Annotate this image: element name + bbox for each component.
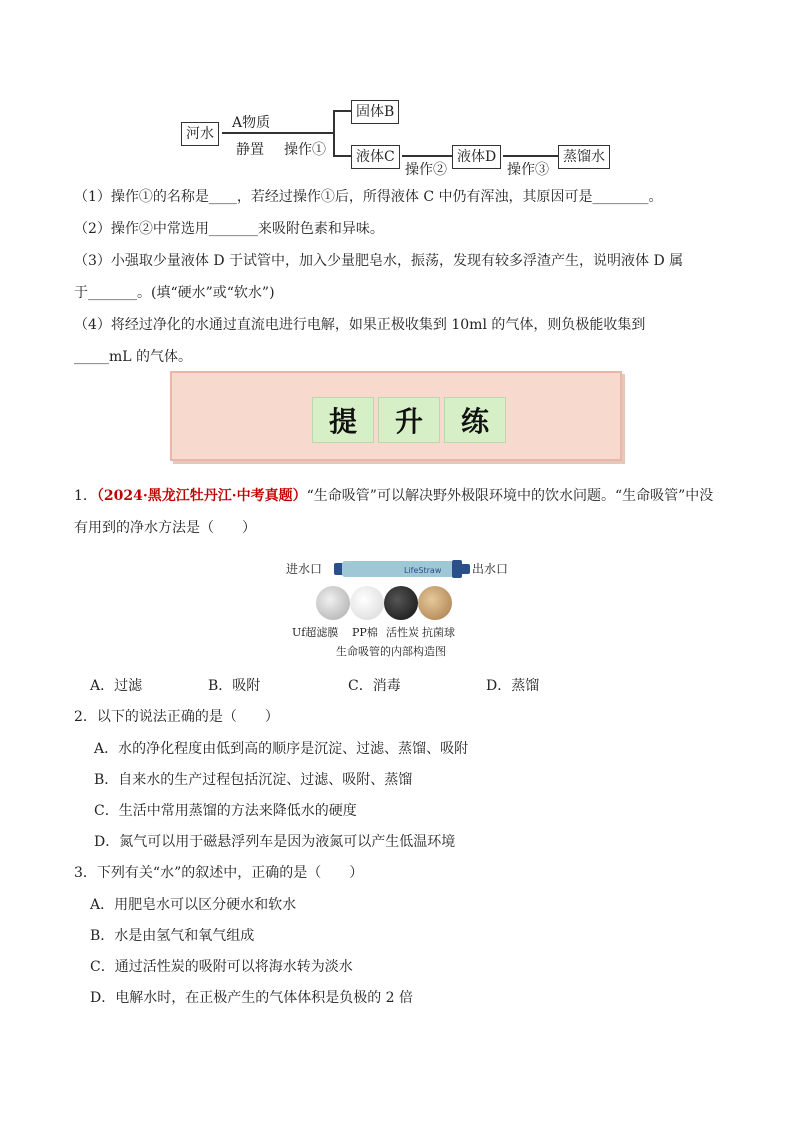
- question-line-5: （4）将经过净化的水通过直流电进行电解，如果正极收集到 10ml 的气体，则负极能收集到: [74, 317, 646, 333]
- question-line-2: （2）操作②中常选用_______来吸附色素和异味。: [74, 221, 384, 237]
- activated-carbon-icon: [384, 586, 418, 620]
- q2-option-a[interactable]: A．水的净化程度由低到高的顺序是沉淀、过滤、蒸馏、吸附: [94, 741, 469, 757]
- still-label: 静置: [236, 142, 264, 158]
- straw-tube-icon: [334, 556, 472, 582]
- liquid-c-box: 液体C: [351, 145, 400, 169]
- q2-option-d[interactable]: D．氮气可以用于磁悬浮列车是因为液氮可以产生低温环境: [94, 834, 456, 850]
- outlet-label: 出水口: [472, 562, 509, 576]
- banner-char-2: 升: [378, 397, 440, 443]
- q2-option-b[interactable]: B．自来水的生产过程包括沉淀、过滤、吸附、蒸馏: [94, 772, 413, 788]
- a-substance-label: A物质: [232, 115, 271, 131]
- q1-option-b[interactable]: B．吸附: [208, 678, 261, 694]
- layer-label-3: 活性炭: [386, 626, 419, 639]
- antibacterial-ball-icon: [418, 586, 452, 620]
- uf-membrane-icon: [316, 586, 350, 620]
- river-water-box: 河水: [181, 122, 219, 146]
- question-line-6: _____mL 的气体。: [74, 349, 193, 365]
- layer-label-2: PP棉: [352, 626, 378, 639]
- q1-option-d[interactable]: D．蒸馏: [486, 678, 540, 694]
- layer-label-4: 抗菌球: [422, 626, 455, 639]
- q1-line-1: [74, 485, 713, 505]
- layer-label-1: Uf超滤膜: [292, 626, 339, 639]
- branch-top: [333, 110, 351, 112]
- distilled-water-box: 蒸馏水: [558, 145, 610, 169]
- op3-label: 操作③: [507, 162, 549, 178]
- q3-option-d[interactable]: D．电解水时，在正极产生的气体体积是负极的 2 倍: [90, 990, 414, 1006]
- q1-source: （2024·黑龙江牡丹江·中考真题）: [96, 488, 307, 504]
- q2-stem: 2．以下的说法正确的是（ ）: [74, 709, 279, 725]
- branch-bottom: [333, 155, 351, 157]
- op2-label: 操作②: [405, 162, 447, 178]
- q1-text-a: “生命吸管”可以解决野外极限环境中的饮水问题。“生命吸管”中没: [306, 488, 714, 504]
- question-line-1: （1）操作①的名称是____，若经过操作①后，所得液体 C 中仍有浑浊，其原因可是________。: [74, 189, 663, 205]
- q2-option-c[interactable]: C．生活中常用蒸馏的方法来降低水的硬度: [94, 803, 357, 819]
- liquid-d-box: 液体D: [452, 145, 501, 169]
- arrow-3: [402, 155, 452, 157]
- arrow-1: [222, 132, 282, 134]
- q1-option-c[interactable]: C．消毒: [348, 678, 401, 694]
- arrow-4: [503, 155, 558, 157]
- q3-option-c[interactable]: C．通过活性炭的吸附可以将海水转为淡水: [90, 959, 353, 975]
- q1-number: 1．: [74, 488, 97, 504]
- q1-line-2: 有用到的净水方法是（ ）: [74, 520, 256, 536]
- lifestraw-figure: [286, 552, 516, 664]
- pp-cotton-icon: [350, 586, 384, 620]
- straw-brand: LifeStraw: [404, 566, 442, 575]
- question-line-4: 于_______。(填“硬水”或“软水”): [74, 285, 275, 301]
- inlet-label: 进水口: [286, 562, 323, 576]
- banner-char-1: 提: [312, 397, 374, 443]
- question-line-3: （3）小强取少量液体 D 于试管中，加入少量肥皂水，振荡，发现有较多浮渣产生，说明液体 D 属: [74, 253, 684, 269]
- section-banner: [170, 371, 622, 461]
- q1-option-a[interactable]: A．过滤: [90, 678, 143, 694]
- q3-option-b[interactable]: B．水是由氢气和氧气组成: [90, 928, 255, 944]
- q3-option-a[interactable]: A．用肥皂水可以区分硬水和软水: [90, 897, 297, 913]
- solid-b-box: 固体B: [351, 100, 399, 124]
- figure-caption: 生命吸管的内部构造图: [336, 645, 446, 658]
- arrow-2: [275, 132, 333, 134]
- branch-line: [333, 110, 335, 156]
- q3-stem: 3．下列有关“水”的叙述中，正确的是（ ）: [74, 865, 364, 881]
- op1-label: 操作①: [284, 142, 326, 158]
- banner-char-3: 练: [444, 397, 506, 443]
